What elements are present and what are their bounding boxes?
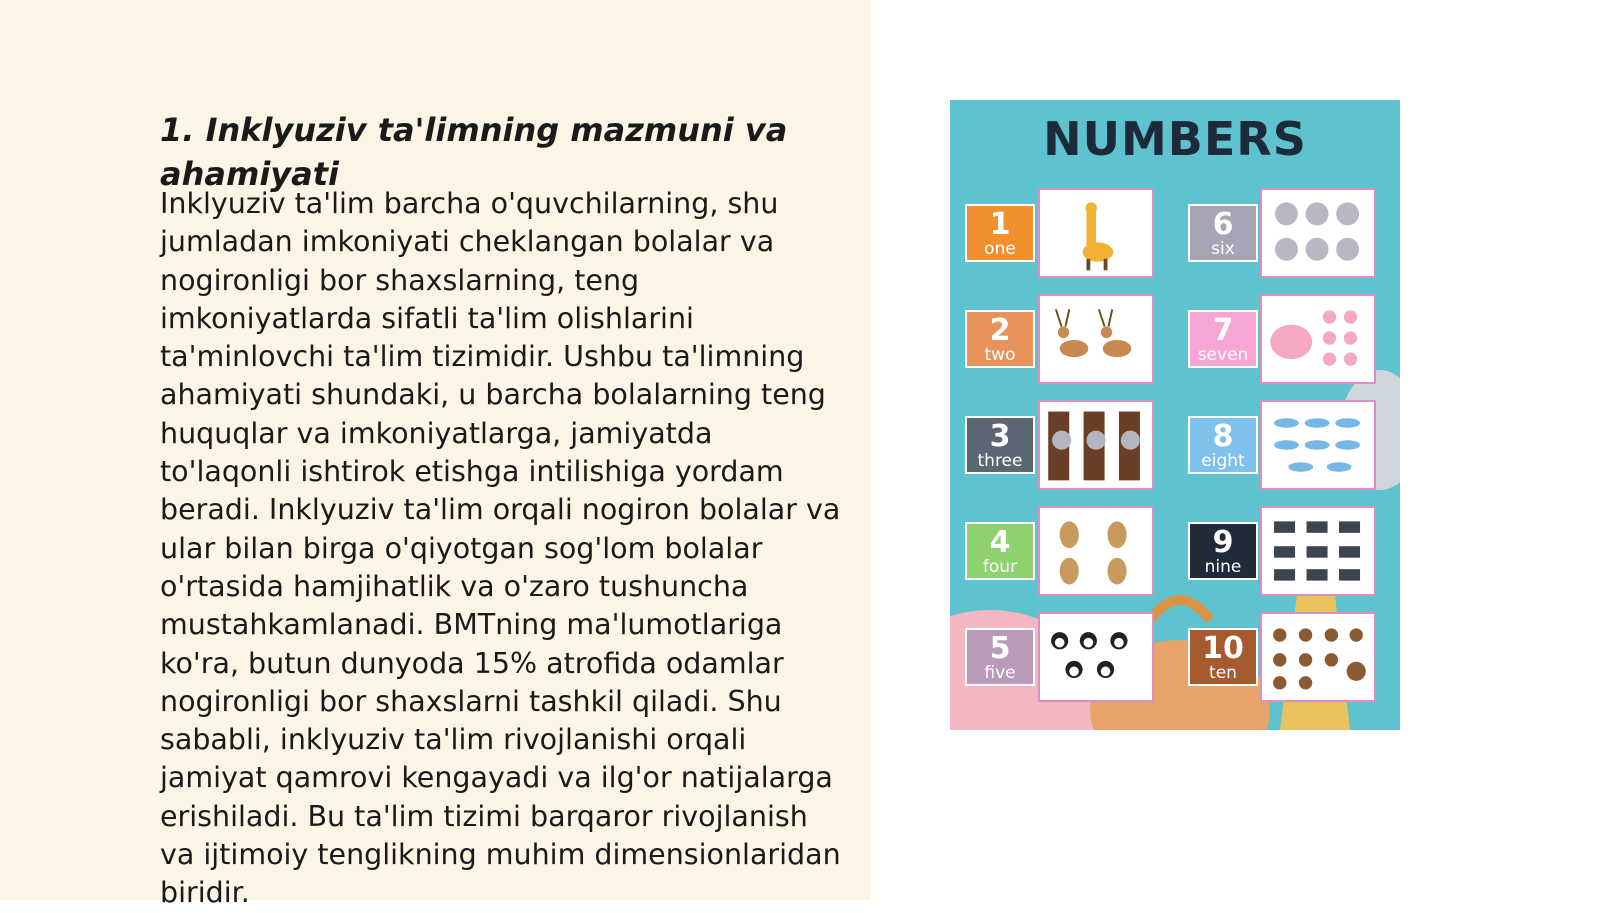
slide-title: 1. Inklyuziv ta'limning mazmuni va ahamiyati — [160, 111, 788, 193]
number-word: six — [1211, 239, 1235, 259]
number-word: eight — [1201, 451, 1245, 471]
kangaroo-icon — [1038, 506, 1154, 596]
koala-icon — [1038, 400, 1154, 490]
deer-icon — [1038, 294, 1154, 384]
number-word: ten — [1209, 663, 1237, 683]
shark-icon — [1260, 400, 1376, 490]
giraffe-icon — [1038, 188, 1154, 278]
number-label-four — [965, 522, 1035, 580]
number-label-eight — [1188, 416, 1258, 474]
number-digit: 8 — [1212, 419, 1234, 454]
number-word: two — [984, 345, 1016, 365]
number-label-seven — [1188, 310, 1258, 368]
number-digit: 10 — [1202, 631, 1244, 666]
number-digit: 5 — [989, 631, 1011, 666]
slide-body-text: Inklyuziv ta'lim barcha o'quvchilarning, shu jumladan imkoniyati cheklangan bolalar va nogironligi bor shaxslarning, teng imkoniyatlarda sifatli ta'lim olishlarini ta'minlovchi ta'lim tizimidir. Ushbu ta'limning ahamiyati shundaki, u barcha bolalarning teng huquqlar va imkoniyatlarga, jamiyatda to'laqonli ishtirok etishga intilishiga yordam beradi. Inklyuziv ta'lim orqali nogiron bolalar va ular bilan birga o'qiyotgan sog'lom bolalar o'rtasida hamjihatlik va o'zaro tushuncha mustahkamlanadi. BMTning ma'lumotlariga ko'ra, butun dunyoda 15% atrofida odamlar nogironligi bor shaxslarni tashkil qiladi. Shu sababli, inklyuziv ta'lim rivojlanishi orqali jamiyat qamrovi kengayadi va ilg'or natijalarga erishiladi. Bu ta'lim tizimi barqaror rivojlanish va ijtimoiy tenglikning muhim dimensionlaridan biridir. — [160, 187, 841, 910]
number-label-six — [1188, 204, 1258, 262]
number-digit: 7 — [1212, 313, 1234, 348]
number-digit: 2 — [989, 313, 1011, 348]
numbers-poster-image — [950, 100, 1400, 730]
number-word: three — [977, 451, 1023, 471]
pig-icon — [1260, 294, 1376, 384]
raccoon-icon — [1260, 506, 1376, 596]
number-digit: 3 — [989, 419, 1011, 454]
number-word: one — [984, 239, 1016, 259]
number-label-nine — [1188, 522, 1258, 580]
number-digit: 6 — [1212, 207, 1234, 242]
monkey-icon — [1260, 612, 1376, 702]
number-label-two — [965, 310, 1035, 368]
number-digit: 9 — [1212, 525, 1234, 560]
elephant-icon — [1260, 188, 1376, 278]
number-label-three — [965, 416, 1035, 474]
number-word: nine — [1204, 557, 1242, 577]
number-label-ten — [1188, 628, 1258, 686]
panda-icon — [1038, 612, 1154, 702]
number-word: seven — [1197, 345, 1249, 365]
number-label-five — [965, 628, 1035, 686]
poster-title: NUMBERS — [1043, 112, 1307, 166]
number-word: five — [984, 663, 1016, 683]
number-word: four — [982, 557, 1018, 577]
number-label-one — [965, 204, 1035, 262]
number-digit: 1 — [989, 207, 1011, 242]
number-digit: 4 — [989, 525, 1011, 560]
